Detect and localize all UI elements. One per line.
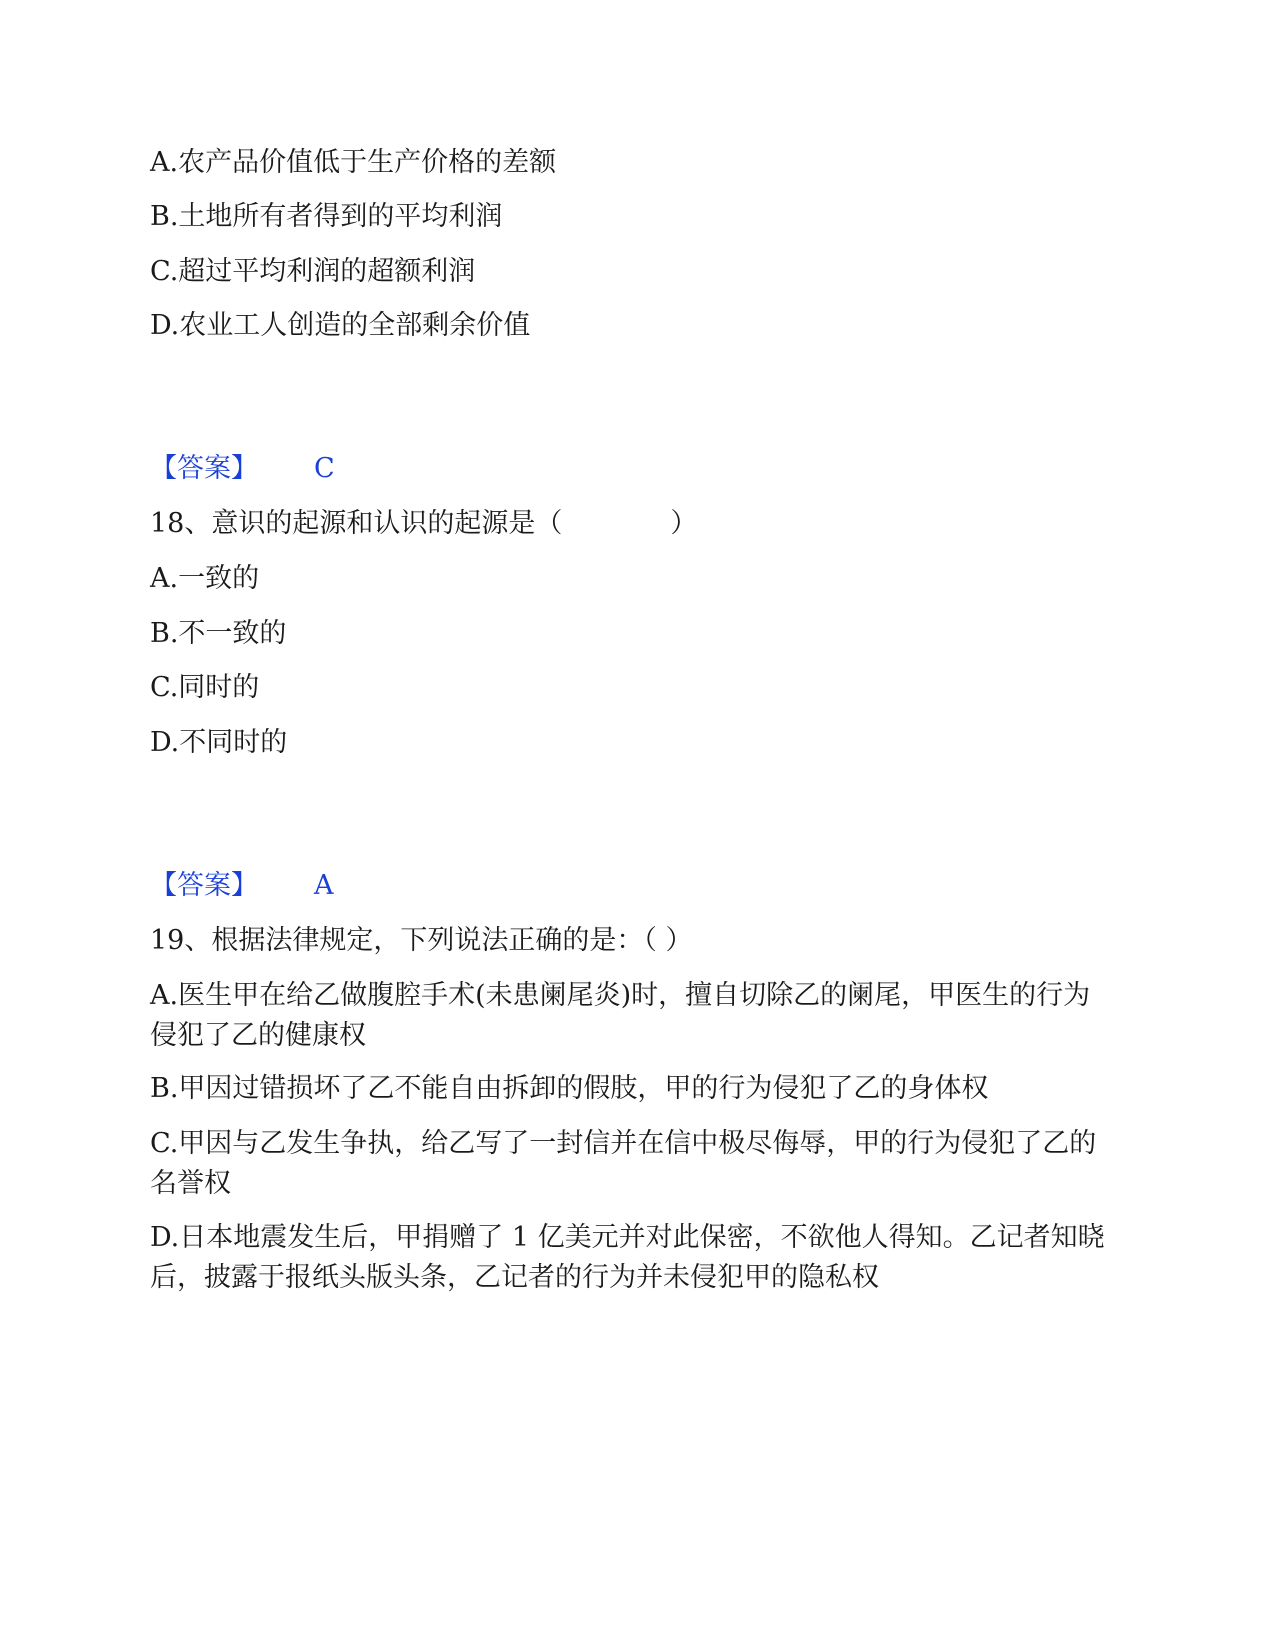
q19-option-d: D.日本地震发生后，甲捐赠了 1 亿美元并对此保密，不欲他人得知。乙记者知晓后，披露于报纸头版头条，乙记者的行为并未侵犯甲的隐私权 xyxy=(150,1222,1105,1293)
q18-answer xyxy=(150,866,334,906)
q17-option-a: A.农产品价值低于生产价格的差额 xyxy=(150,147,557,178)
q17-option-b: B.土地所有者得到的平均利润 xyxy=(150,201,503,232)
q17-option-d: D.农业工人创造的全部剩余价值 xyxy=(150,310,531,341)
q18-option-d: D.不同时的 xyxy=(150,727,288,758)
q19-option-a: A.医生甲在给乙做腹腔手术(未患阑尾炎)时，擅自切除乙的阑尾，甲医生的行为侵犯了乙的健康权 xyxy=(150,980,1091,1051)
q17-option-c: C.超过平均利润的超额利润 xyxy=(150,256,476,287)
q17-answer xyxy=(150,449,335,489)
answer-label: 【答案】 xyxy=(150,870,258,901)
q19-option-c: C.甲因与乙发生争执，给乙写了一封信并在信中极尽侮辱，甲的行为侵犯了乙的名誉权 xyxy=(150,1128,1097,1199)
q18-stem: 18、意识的起源和认识的起源是（ ） xyxy=(150,508,698,539)
q19-stem: 19、根据法律规定，下列说法正确的是：（ ） xyxy=(150,925,693,956)
answer-value: C xyxy=(314,453,335,484)
q18-option-c: C.同时的 xyxy=(150,672,260,703)
answer-label: 【答案】 xyxy=(150,453,258,484)
q18-option-b: B.不一致的 xyxy=(150,618,287,649)
answer-value: A xyxy=(314,870,334,901)
q19-option-b: B.甲因过错损坏了乙不能自由拆卸的假肢，甲的行为侵犯了乙的身体权 xyxy=(150,1073,989,1104)
q18-option-a: A.一致的 xyxy=(150,563,260,594)
